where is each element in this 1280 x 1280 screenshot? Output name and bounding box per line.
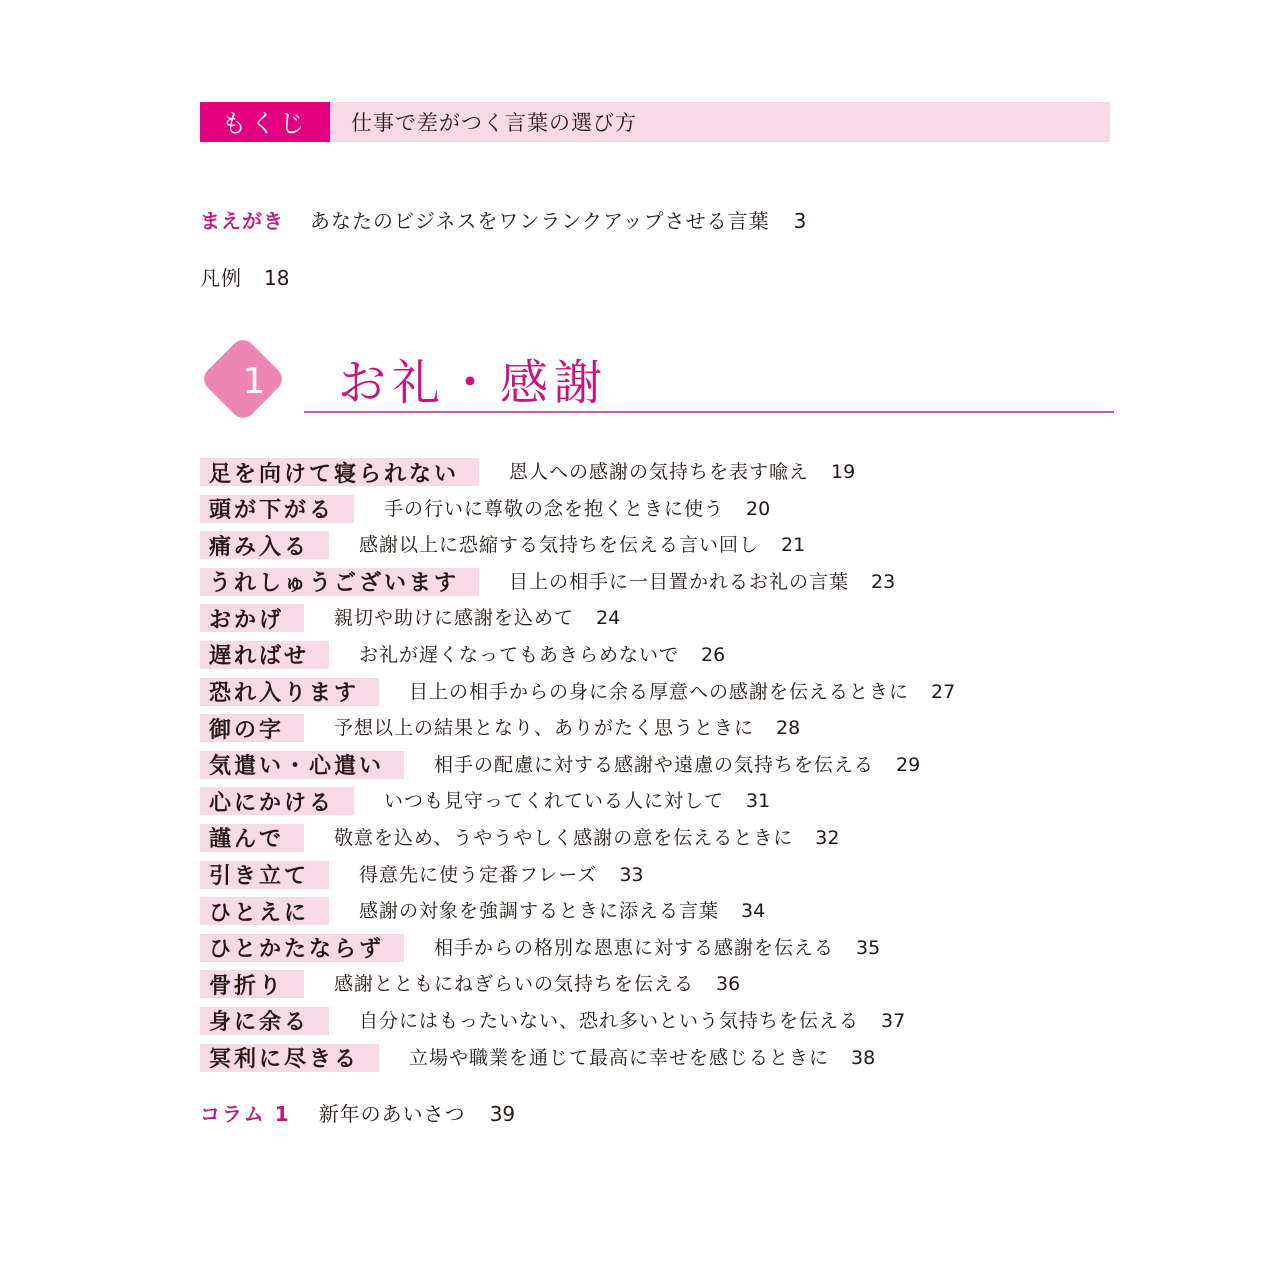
toc-entry[interactable] xyxy=(200,714,955,751)
page-number: 27 xyxy=(931,680,956,703)
page-number: 26 xyxy=(701,643,726,666)
toc-entry[interactable] xyxy=(200,678,955,715)
page-number: 36 xyxy=(716,973,741,996)
page-number: 24 xyxy=(596,607,621,630)
preface-label: まえがき xyxy=(200,209,284,233)
page-number: 39 xyxy=(489,1102,516,1126)
toc-entry[interactable] xyxy=(200,934,955,971)
toc-entry[interactable] xyxy=(200,824,955,861)
toc-entry[interactable] xyxy=(200,568,955,605)
entry-term: 骨折り xyxy=(200,970,304,998)
toc-entry[interactable] xyxy=(200,1044,955,1081)
page-number: 34 xyxy=(741,900,766,923)
entry-term: 御の字 xyxy=(200,714,304,742)
toc-entry[interactable] xyxy=(200,458,955,495)
entry-term: 冥利に尽きる xyxy=(200,1044,379,1072)
column-title: 新年のあいさつ xyxy=(318,1102,466,1126)
entry-term: 痛み入る xyxy=(200,531,329,559)
page-number: 35 xyxy=(856,936,881,959)
entry-term: ひとかたならず xyxy=(200,934,404,962)
column-label: コラム 1 xyxy=(200,1102,291,1126)
entry-term: 引き立て xyxy=(200,861,329,889)
entry-description: 自分にはもったいない、恐れ多いという気持ちを伝える xyxy=(359,1009,860,1032)
entry-description: 感謝とともにねぎらいの気持ちを伝える xyxy=(334,973,695,996)
toc-entry-preface[interactable] xyxy=(200,205,806,234)
entry-description: 感謝の対象を強調するときに添える言葉 xyxy=(359,900,720,923)
toc-entry-list xyxy=(200,458,955,1080)
entry-term: 気遣い・心遣い xyxy=(200,751,404,779)
page-number: 37 xyxy=(881,1009,906,1032)
toc-entry[interactable] xyxy=(200,897,955,934)
toc-entry[interactable] xyxy=(200,751,955,788)
toc-entry[interactable] xyxy=(200,604,955,641)
entry-description: いつも見守ってくれている人に対して xyxy=(384,790,725,813)
toc-header-bar xyxy=(200,102,1110,142)
entry-description: 親切や助けに感謝を込めて xyxy=(334,607,575,630)
page-number: 21 xyxy=(781,534,806,557)
entry-term: 恐れ入ります xyxy=(200,678,379,706)
entry-description: 恩人への感謝の気持ちを表す喩え xyxy=(509,461,810,483)
chapter-number: 1 xyxy=(242,360,266,402)
toc-entry-column[interactable] xyxy=(200,1098,515,1127)
entry-description: 感謝以上に恐縮する気持ちを伝える言い回し xyxy=(359,534,760,557)
entry-term: 足を向けて寝られない xyxy=(200,458,479,486)
page-number: 28 xyxy=(776,717,801,740)
page-number: 20 xyxy=(746,497,771,520)
page-number: 32 xyxy=(815,826,840,849)
page-number: 3 xyxy=(793,209,807,233)
entry-term: 頭が下がる xyxy=(200,495,354,523)
toc-entry[interactable] xyxy=(200,1007,955,1044)
preface-title: あなたのビジネスをワンランクアップさせる言葉 xyxy=(310,209,770,233)
toc-entry-legend[interactable] xyxy=(200,262,289,291)
page-number: 23 xyxy=(871,570,896,593)
entry-description: 得意先に使う定番フレーズ xyxy=(359,863,598,886)
entry-term: 心にかける xyxy=(200,787,354,815)
entry-description: 手の行いに尊敬の念を抱くときに使う xyxy=(384,497,725,520)
entry-term: 身に余る xyxy=(200,1007,329,1035)
entry-term: おかげ xyxy=(200,604,304,632)
entry-description: 目上の相手からの身に余る厚意への感謝を伝えるときに xyxy=(409,680,910,703)
entry-term: うれしゅうございます xyxy=(200,568,479,596)
legend-title: 凡例 xyxy=(200,266,242,290)
entry-description: お礼が遅くなってもあきらめないで xyxy=(359,643,680,666)
chapter-underline-divider xyxy=(304,411,1114,413)
chapter-heading xyxy=(200,338,1114,418)
entry-description: 立場や職業を通じて最高に幸せを感じるときに xyxy=(409,1046,830,1069)
entry-description: 目上の相手に一目置かれるお礼の言葉 xyxy=(509,570,850,593)
entry-description: 予想以上の結果となり、ありがたく思うときに xyxy=(334,717,755,740)
toc-entry[interactable] xyxy=(200,861,955,898)
entry-term: ひとえに xyxy=(200,897,329,925)
toc-entry[interactable] xyxy=(200,970,955,1007)
entry-description: 敬意を込め、うやうやしく感謝の意を伝えるときに xyxy=(334,826,794,849)
toc-entry[interactable] xyxy=(200,641,955,678)
entry-description: 相手からの格別な恩恵に対する感謝を伝える xyxy=(434,936,835,959)
page-number: 19 xyxy=(831,461,856,483)
page-number: 29 xyxy=(896,753,921,776)
chapter-title: お礼・感謝 xyxy=(338,355,609,411)
entry-description: 相手の配慮に対する感謝や遠慮の気持ちを伝える xyxy=(434,753,875,776)
page-number: 31 xyxy=(746,790,771,813)
toc-entry[interactable] xyxy=(200,787,955,824)
page-number: 18 xyxy=(264,266,290,290)
page-number: 33 xyxy=(619,863,644,886)
entry-term: 遅ればせ xyxy=(200,641,329,669)
toc-tab-label: もくじ xyxy=(200,102,330,142)
page-number: 38 xyxy=(851,1046,876,1069)
toc-entry[interactable] xyxy=(200,495,955,532)
book-title: 仕事で差がつく言葉の選び方 xyxy=(351,111,637,135)
entry-term: 謹んで xyxy=(200,824,304,852)
toc-entry[interactable] xyxy=(200,531,955,568)
